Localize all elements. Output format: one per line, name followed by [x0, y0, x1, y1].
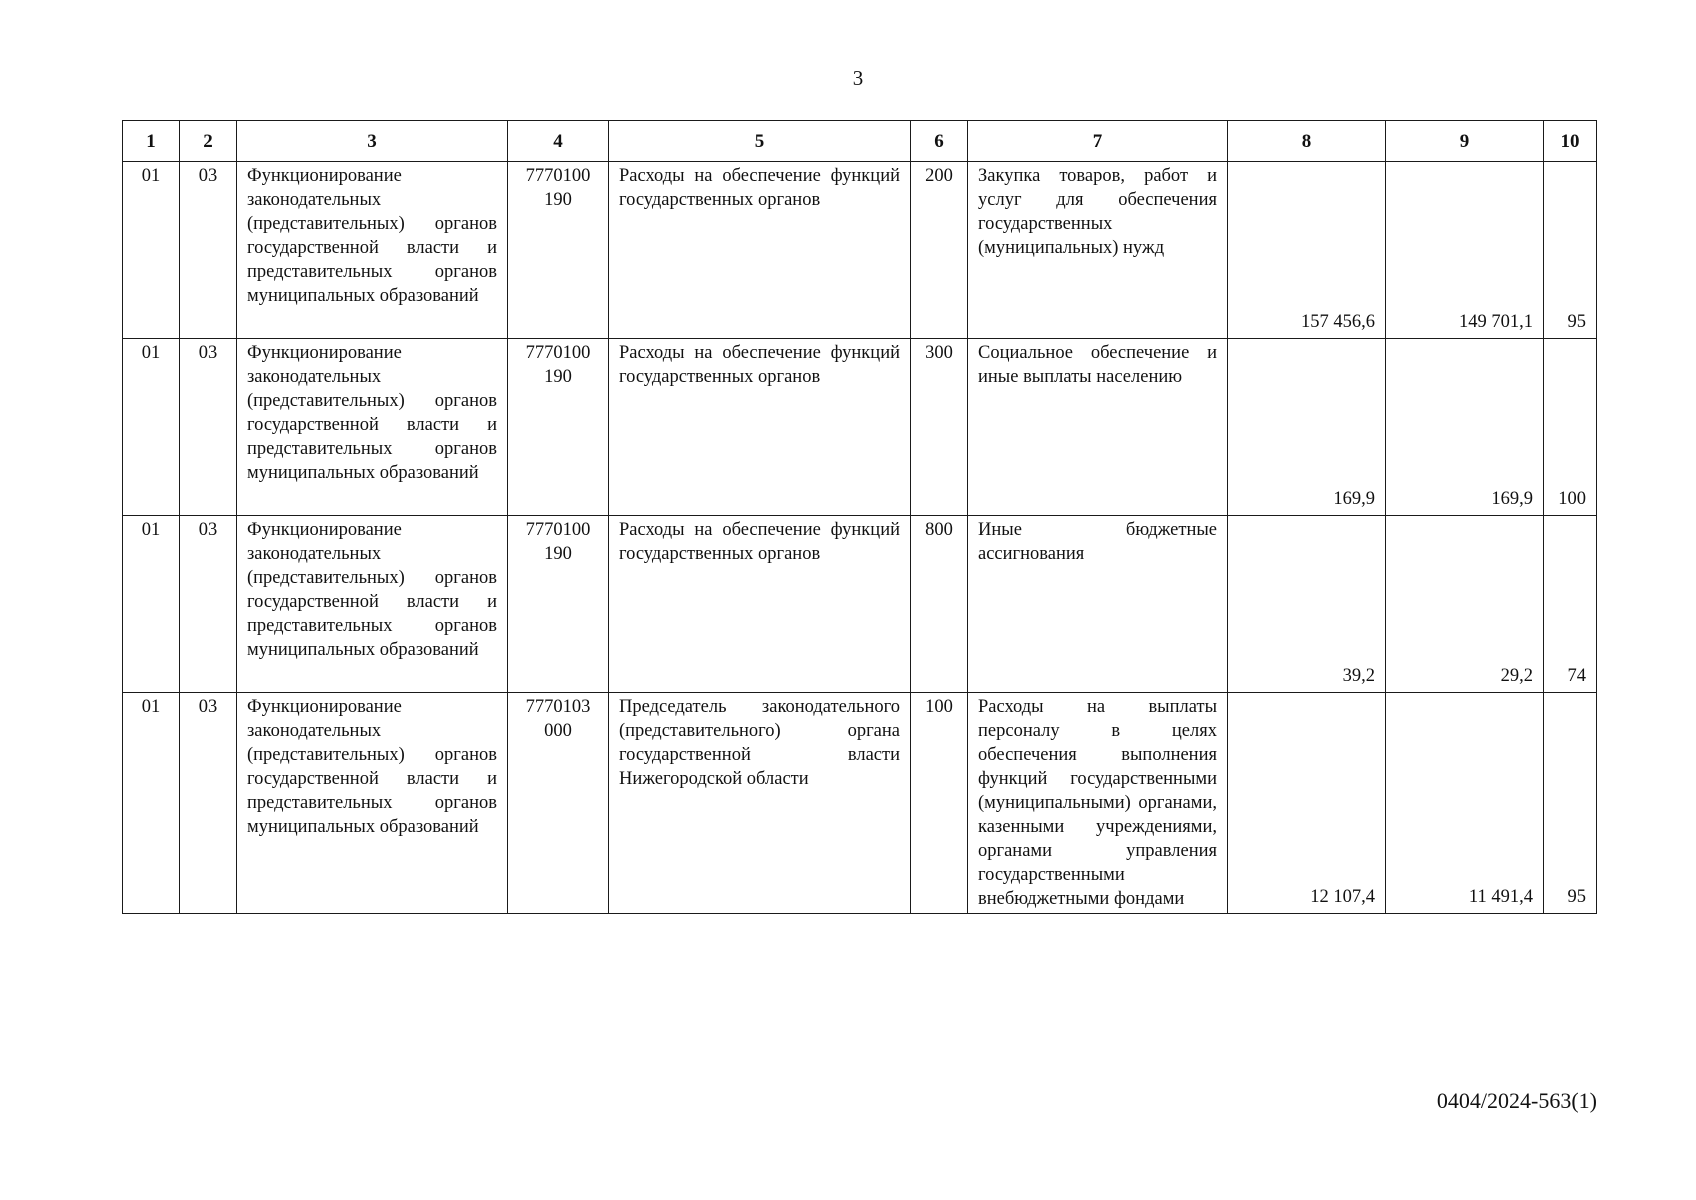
name-cell: Функционирование законодательных (представительных) органов государственной власти и представительных органов муниципальных образований: [237, 339, 508, 516]
header-cell-3: 3: [237, 121, 508, 162]
code-name-cell: Расходы на обеспечение функций государственных органов: [609, 516, 911, 693]
section-cell: 01: [123, 339, 180, 516]
type-cell: 100: [911, 693, 968, 914]
header-cell-6: 6: [911, 121, 968, 162]
table-row: [123, 693, 1597, 914]
fact-cell: 29,2: [1386, 516, 1544, 693]
percent-cell: 74: [1544, 516, 1597, 693]
section-cell: 01: [123, 693, 180, 914]
code-name-cell: Председатель законодательного (представительного) органа государственной власти Нижегородской области: [609, 693, 911, 914]
code-cell: 7770100 190: [508, 162, 609, 339]
document-registration-code: 0404/2024-563(1): [1436, 1088, 1597, 1113]
table-row: [123, 516, 1597, 693]
fact-cell: 11 491,4: [1386, 693, 1544, 914]
header-cell-2: 2: [180, 121, 237, 162]
header-cell-5: 5: [609, 121, 911, 162]
name-cell: Функционирование законодательных (представительных) органов государственной власти и представительных органов муниципальных образований: [237, 693, 508, 914]
fact-cell: 149 701,1: [1386, 162, 1544, 339]
name-cell: Функционирование законодательных (представительных) органов государственной власти и представительных органов муниципальных образований: [237, 162, 508, 339]
code-name-cell: Расходы на обеспечение функций государственных органов: [609, 162, 911, 339]
budget-execution-table: [122, 120, 1597, 914]
type-cell: 800: [911, 516, 968, 693]
header-cell-10: 10: [1544, 121, 1597, 162]
subsection-cell: 03: [180, 516, 237, 693]
subsection-cell: 03: [180, 162, 237, 339]
subsection-cell: 03: [180, 693, 237, 914]
type-cell: 200: [911, 162, 968, 339]
code-cell: 7770103 000: [508, 693, 609, 914]
code-cell: 7770100 190: [508, 339, 609, 516]
type-name-cell: Закупка товаров, работ и услуг для обеспечения государственных (муниципальных) нужд: [968, 162, 1228, 339]
code-cell: 7770100 190: [508, 516, 609, 693]
type-name-cell: Расходы на выплаты персоналу в целях обеспечения выполнения функций государственными (муниципальными) органами, казенными учреждениями, органами управления государственными внебюджетными фондами: [968, 693, 1228, 914]
header-cell-8: 8: [1228, 121, 1386, 162]
type-name-cell: Иные бюджетные ассигнования: [968, 516, 1228, 693]
header-cell-1: 1: [123, 121, 180, 162]
type-name-cell: Социальное обеспечение и иные выплаты населению: [968, 339, 1228, 516]
table-row: [123, 162, 1597, 339]
table-row: [123, 339, 1597, 516]
plan-cell: 169,9: [1228, 339, 1386, 516]
section-cell: 01: [123, 162, 180, 339]
header-row: [123, 121, 1597, 162]
header-cell-9: 9: [1386, 121, 1544, 162]
type-cell: 300: [911, 339, 968, 516]
plan-cell: 39,2: [1228, 516, 1386, 693]
subsection-cell: 03: [180, 339, 237, 516]
fact-cell: 169,9: [1386, 339, 1544, 516]
plan-cell: 157 456,6: [1228, 162, 1386, 339]
name-cell: Функционирование законодательных (представительных) органов государственной власти и представительных органов муниципальных образований: [237, 516, 508, 693]
page-number: 3: [852, 66, 864, 90]
percent-cell: 100: [1544, 339, 1597, 516]
header-cell-7: 7: [968, 121, 1228, 162]
header-cell-4: 4: [508, 121, 609, 162]
percent-cell: 95: [1544, 693, 1597, 914]
percent-cell: 95: [1544, 162, 1597, 339]
code-name-cell: Расходы на обеспечение функций государственных органов: [609, 339, 911, 516]
section-cell: 01: [123, 516, 180, 693]
plan-cell: 12 107,4: [1228, 693, 1386, 914]
